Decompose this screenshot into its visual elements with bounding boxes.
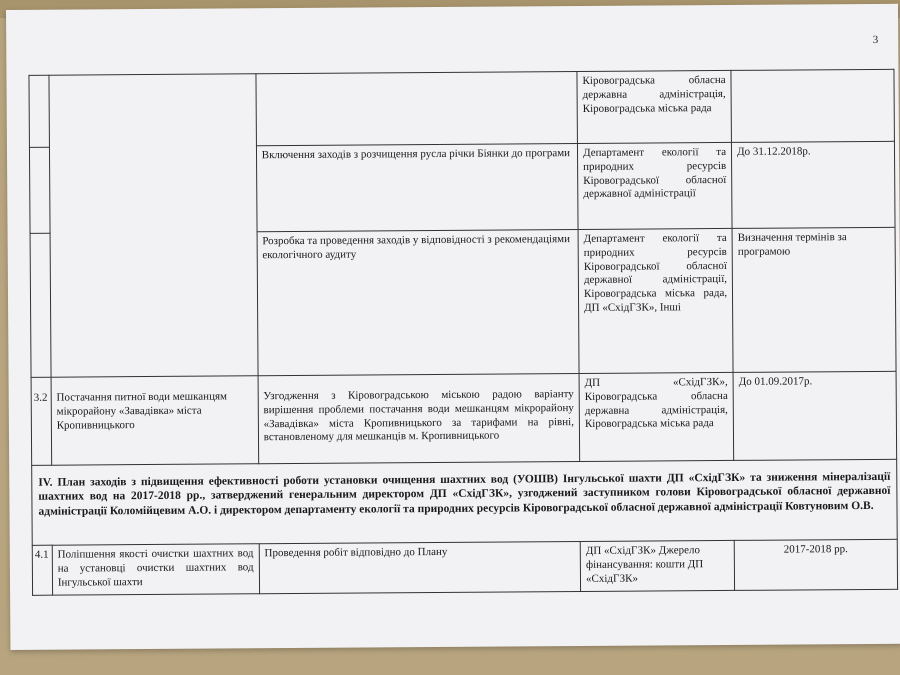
measure-cell: Розробка та проведення заходів у відповідності з рекомендаціями екологічного аудиту: [257, 230, 579, 376]
responsible-cell: Департамент екології та природних ресурсів Кіровоградської обласної державної адміністрації: [577, 142, 732, 229]
deadline-cell: До 31.12.2018р.: [732, 141, 896, 228]
section-heading-row: [32, 459, 898, 545]
title-cell: Постачання питної води мешканцям мікрорайону «Завадівка» міста Кропивницького: [51, 376, 258, 465]
deadline-cell: [731, 69, 894, 142]
measure-cell: [256, 72, 578, 146]
title-cell: Поліпшення якості очистки шахтних вод на установці очистки шахтних вод Інгульської шахти: [52, 544, 259, 595]
section-heading: IV. План заходів з підвищення ефективності роботи установки очищення шахтних вод (УОШВ) Інгульської шахти ДП «СхідГЗК» та зниження мінералізації шахтних вод на 2017-2018 рр., затверджений генеральним директором ДП «СхідГЗК», узгоджений заступником голови Кіровоградської обласної державної адміністрації Коломійцевим А.О. і директором департаменту екології та природних ресурсів Кіровоградської обласної державної адміністрації Ковтуновим О.В.: [32, 459, 898, 545]
responsible-cell: ДП «СхідГЗК», Кіровоградська обласна державна адміністрація, Кіровоградська міська рада: [579, 372, 734, 461]
num-cell: [30, 233, 51, 377]
responsible-cell: ДП «СхідГЗК» Джерело фінансування: кошти ДП «СхідГЗК»: [580, 540, 734, 591]
measure-cell: Включення заходів з розчищення русла річки Біянки до програми: [256, 144, 578, 232]
measure-cell: Узгодження з Кіровоградською міською радою варіанту вирішення проблеми постачання води мешканцям мікрорайону «Завадівка» міста Кропивницького за тарифами на рівні, встановленому для мешканців м. Кропивницького: [258, 374, 580, 464]
title-cell: [49, 74, 258, 377]
document-page: [6, 4, 900, 650]
deadline-cell: До 01.09.2017р.: [733, 371, 897, 460]
table-row: [29, 69, 894, 147]
deadline-cell: Визначення термінів за програмою: [732, 227, 896, 372]
page-number: 3: [872, 33, 879, 46]
num-cell: 3.2: [31, 377, 51, 465]
deadline-cell: 2017-2018 рр.: [734, 539, 897, 590]
responsible-cell: Департамент екології та природних ресурсів Кіровоградської обласної державної адміністрації, Кіровоградська міська рада, ДП «СхідГЗК», Інші: [578, 228, 733, 373]
table-row: [31, 371, 897, 465]
table-row: [32, 539, 897, 595]
num-cell: [29, 75, 49, 147]
num-cell: 4.1: [32, 545, 52, 595]
measure-cell: Проведення робіт відповідно до Плану: [259, 542, 581, 594]
plan-table: [28, 69, 898, 596]
responsible-cell: Кіровоградська обласна державна адміністрація, Кіровоградська міська рада: [577, 70, 732, 143]
num-cell: [29, 147, 49, 233]
